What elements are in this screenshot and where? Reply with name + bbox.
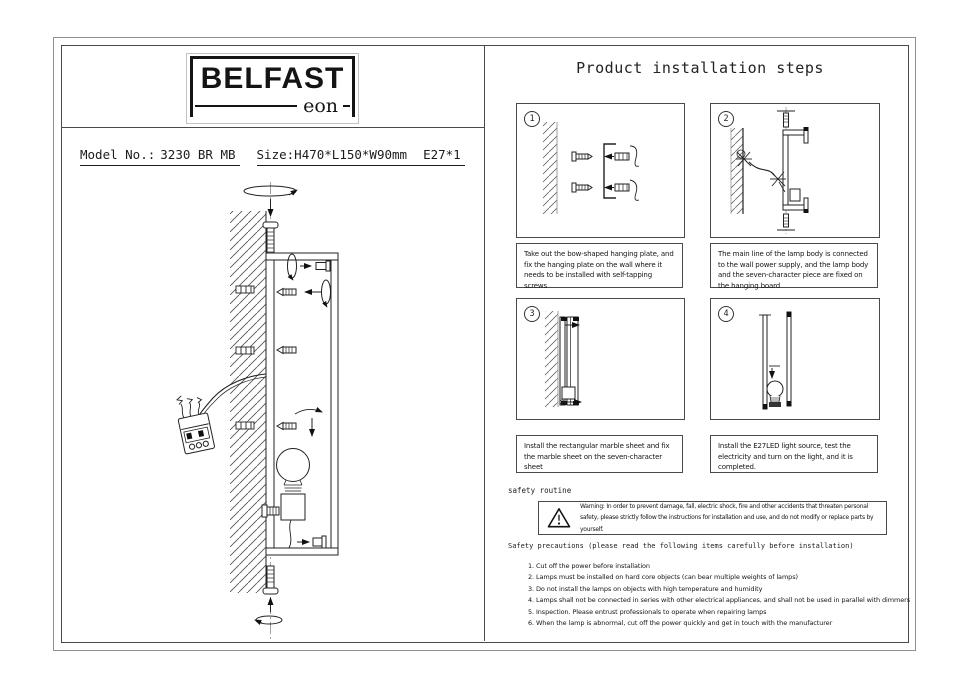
precaution-item: 1. Cut off the power before installation	[528, 562, 650, 570]
step-3-badge: 3	[524, 306, 540, 322]
brand-subname: eon	[303, 95, 338, 117]
step-3-diagram	[517, 299, 684, 419]
step-4-badge: 4	[718, 306, 734, 322]
precaution-item: 4. Lamps shall not be connected in series with other electrical appliances, and shall not be used in parallel with dimmers	[528, 596, 910, 605]
precaution-item: 2. Lamps must be installed on hard core objects (can bear multiple weights of lamps)	[528, 573, 798, 582]
safety-precautions-title: Safety precautions (please read the following items carefully before installation)	[508, 542, 854, 550]
main-assembly-diagram	[140, 178, 420, 648]
brand-logo-box	[190, 56, 355, 117]
size-label: Size:	[256, 147, 295, 162]
step-1-diagram	[517, 104, 684, 237]
step-2-caption: The main line of the lamp body is connected to the wall power supply, and the lamp body and the seven-character piece are fixed on the hanging board	[710, 243, 878, 288]
model-value: 3230 BR MB	[160, 147, 236, 162]
step-2-diagram	[711, 104, 879, 237]
lamp-spec: E27*1	[423, 147, 461, 162]
step-4-diagram	[711, 299, 879, 419]
step-1-box	[516, 103, 685, 238]
brand-logo	[186, 53, 359, 124]
model-label: Model No.:	[80, 147, 156, 162]
warning-box	[538, 501, 887, 535]
precaution-item: 5. Inspection. Please entrust professionals to operate when repairing lamps	[528, 607, 767, 616]
warning-text: Warning: In order to prevent damage, fall, electric shock, fire and other accidents that threaten personal safety, please strictly follow the instructions for installation and use, and do not modify or replace parts by yourself.	[580, 503, 874, 533]
step-1-caption: Take out the bow-shaped hanging plate, and fix the hanging plate on the wall where it needs to be installed with self-tapping screws	[516, 243, 683, 288]
brand-sub-row	[195, 97, 350, 115]
size-value: H470*L150*W90mm	[294, 147, 408, 162]
safety-precautions-list	[528, 561, 910, 629]
precaution-item: 3. Do not install the lamps on objects with high temperature and humidity	[528, 584, 763, 593]
step-2-box	[710, 103, 880, 238]
brand-sub-dash	[343, 105, 350, 107]
size-segment	[257, 147, 465, 166]
step-3-box	[516, 298, 685, 420]
brand-sub-line	[195, 105, 297, 107]
step-4-caption: Install the E27LED light source, test the electricity and turn on the light, and it is completed.	[710, 435, 878, 473]
installation-steps-title: Product installation steps	[576, 59, 824, 77]
model-number-segment	[80, 147, 240, 166]
step-2-badge: 2	[718, 111, 734, 127]
model-size-row	[80, 147, 465, 166]
panel-divider	[484, 46, 485, 641]
step-4-box	[710, 298, 880, 420]
step-1-badge: 1	[524, 111, 540, 127]
warning-triangle-icon	[547, 507, 571, 529]
safety-routine-label: safety routine	[508, 486, 572, 495]
step-3-caption: Install the rectangular marble sheet and fix the marble sheet on the seven-character sheet	[516, 435, 683, 473]
precaution-item: 6. When the lamp is abnormal, cut off the power quickly and get in touch with the manufacturer	[528, 619, 833, 628]
header-section-line	[62, 127, 484, 128]
brand-name: BELFAST	[200, 62, 345, 95]
